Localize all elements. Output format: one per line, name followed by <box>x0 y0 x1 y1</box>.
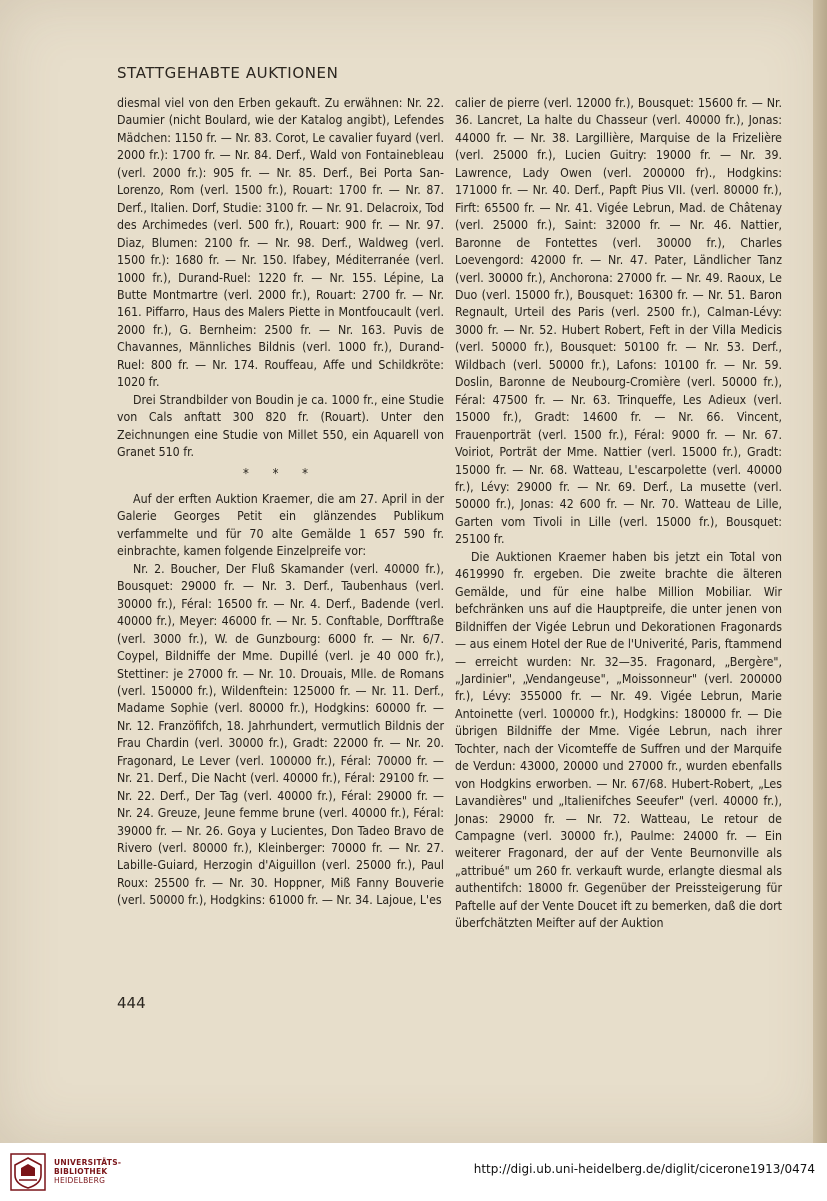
paragraph: calier de pierre (verl. 12000 fr.), Bousquet: 15600 fr. — Nr. 36. Lancret, La halte du Chasseur (verl. 40000 fr.), Jonas: 44000 fr. — Nr. 38. Largillière, Marquise de la Frizelière (verl. 25000 fr.), Lucien Guitry: 19000 fr. — Nr. 39. Lawrence, Lady Owen (verl. 200000 fr)., Hodgkins: 171000 fr. — Nr. 40. Derf., Papft Pius VII. (verl. 80000 fr.), Firft: 65500 fr. — Nr. 41. Vigée Lebrun, Mad. de Châtenay (verl. 25000 fr.), Saint: 32000 fr. — Nr. 46. Nattier, Baronne de Fontettes (verl. 30000 fr.), Charles Loevengord: 42000 fr. — Nr. 47. Pater, Ländlicher Tanz (verl. 30000 fr.), Anchorona: 27000 fr. — Nr. 49. Raoux, Le Duo (verl. 15000 fr.), Bousquet: 16300 fr. — Nr. 51. Baron Regnault, Urteil des Paris (verl. 2500 fr.), Calman-Lévy: 3000 fr. — Nr. 52. Hubert Robert, Feft in der Villa Medicis (verl. 50000 fr.), Bousquet: 50100 fr. — Nr. 53. Derf., Wildbach (verl. 50000 fr.), Lafons: 10100 fr. — Nr. 59. Doslin, Baronne de Neubourg-Cromière (verl. 50000 fr.), Féral: 47500 fr. — Nr. 63. Trinqueffe, Les Adieux (verl. 15000 fr.), Gradt: 14600 fr. — Nr. 66. Vincent, Frauenporträt (verl. 1500 fr.), Féral: 9000 fr. — Nr. 67. Voiriot, Porträt der Mme. Nattier (verl. 15000 fr.), Gradt: 15000 fr. — Nr. 68. Watteau, L'escarpolette (verl. 40000 fr.), Lévy: 29000 fr. — Nr. 69. Derf., La musette (verl. 50000 fr.), Jonas: 42 600 fr. — Nr. 70. Watteau de Lille, Garten vom Tivoli in Lille (verl. 15000 fr.), Bousquet: 25100 fr. <box>455 96 782 547</box>
institution-line: BIBLIOTHEK <box>54 1167 108 1176</box>
left-column <box>117 95 444 910</box>
right-column <box>455 95 782 933</box>
running-head: STATTGEHABTE AUKTIONEN <box>117 64 339 82</box>
page-edge <box>813 0 827 1143</box>
paragraph: Die Auktionen Kraemer haben bis jetzt ein Total von 4619990 fr. ergeben. Die zweite brachte die älteren Gemälde, und für eine halbe Million Mobiliar. Wir befchränken uns auf die Hauptpreife, die unter jenen von Bildniffen der Vigée Lebrun und Dekorationen Fragonards — aus einem Hotel der Rue de l'Univerité, Paris, ftammend — erreicht wurden: Nr. 32—35. Fragonard, „Bergère", „Jardinier", „Vendangeuse", „Moissonneur" (verl. 200000 fr.), Lévy: 355000 fr. — Nr. 49. Vigée Lebrun, Marie Antoinette (verl. 100000 fr.), Hodgkins: 180000 fr. — Die übrigen Bildniffe der Mme. Vigée Lebrun, nach ihrer Tochter, nach der Vicomteffe de Suffren und der Marquife de Verdun: 43000, 20000 und 27000 fr., wurden ebenfalls von Hodgkins erworben. — Nr. 67/68. Hubert-Robert, „Les Lavandières" und „Italienifches Seeufer" (verl. 40000 fr.), Jonas: 29000 fr. — Nr. 72. Watteau, Le retour de Campagne (verl. 30000 fr.), Paulme: 24000 fr. — Ein weiterer Fragonard, der auf der Vente Beurnonville als „attribué" um 260 fr. verkauft wurde, erlangte diesmal als authentifch: 18000 fr. Gegenüber der Preissteigerung für Paftelle auf der Vente Doucet ift zu bemerken, daß die dort überfchätzten Meifter auf der Auktion <box>455 549 782 931</box>
footer-bar <box>0 1143 827 1201</box>
paragraph: diesmal viel von den Erben gekauft. Zu erwähnen: Nr. 22. Daumier (nicht Boulard, wie der Katalog angibt), Lefendes Mädchen: 1150 fr. — Nr. 83. Corot, Le cavalier fuyard (verl. 2000 fr.): 1700 fr. — Nr. 84. Derf., Wald von Fontainebleau (verl. 2000 fr.): 905 fr. — Nr. 85. Derf., Bei Porta San-Lorenzo, Rom (verl. 1500 fr.), Rouart: 1700 fr. — Nr. 87. Derf., Italien. Dorf, Studie: 3100 fr. — Nr. 91. Delacroix, Tod des Archimedes (verl. 500 fr.), Rouart: 900 fr. — Nr. 97. Diaz, Blumen: 2100 fr. — Nr. 98. Derf., Waldweg (verl. 1500 fr.): 1680 fr. — Nr. 150. Ifabey, Méditerranée (verl. 1000 fr.), Durand-Ruel: 1220 fr. — Nr. 155. Lépine, La Butte Montmartre (verl. 2000 fr.), Rouart: 2700 fr. — Nr. 161. Piffarro, Haus des Malers Piette in Montfoucault (verl. 2000 fr.), G. Bernheim: 2500 fr. — Nr. 163. Puvis de Chavannes, Männliches Bildnis (verl. 1000 fr.), Durand-Ruel: 800 fr. — Nr. 174. Rouffeau, Affe und Schildkröte: 1020 fr. <box>117 96 444 390</box>
page-number: 444 <box>117 994 146 1012</box>
institution-name <box>54 1158 121 1185</box>
institution-line: UNIVERSITÄTS- <box>54 1158 122 1167</box>
library-seal-icon <box>10 1153 46 1191</box>
paragraph: Auf der erften Auktion Kraemer, die am 27. April in der Galerie Georges Petit ein glänzendes Publikum verfammelte und für 70 alte Gemälde 1 657 590 fr. einbrachte, kamen folgende Einzelpreife vor: <box>117 491 444 559</box>
paragraph: Nr. 2. Boucher, Der Fluß Skamander (verl. 40000 fr.), Bousquet: 29000 fr. — Nr. 3. Derf., Taubenhaus (verl. 30000 fr.), Féral: 16500 fr. — Nr. 4. Derf., Badende (verl. 40000 fr.), Meyer: 46000 fr. — Nr. 5. Conftable, Dorfftraße (verl. 3000 fr.), W. de Gunzbourg: 6000 fr. — Nr. 6/7. Coypel, Bildniffe der Mme. Dupillé (verl. je 40 000 fr.), Stettiner: je 27000 fr. — Nr. 10. Drouais, Mlle. de Romans (verl. 150000 fr.), Wildenftein: 125000 fr. — Nr. 11. Derf., Madame Sophie (verl. 80000 fr.), Hodgkins: 60000 fr. — Nr. 12. Franzöfifch, 18. Jahrhundert, vermutlich Bildnis der Frau Chardin (verl. 30000 fr.), Gradt: 22000 fr. — Nr. 20. Fragonard, Le Lever (verl. 100000 fr.), Féral: 70000 fr. — Nr. 21. Derf., Die Nacht (verl. 40000 fr.), Féral: 29100 fr. — Nr. 22. Derf., Der Tag (verl. 40000 fr.), Féral: 29000 fr. — Nr. 24. Greuze, Jeune femme brune (verl. 40000 fr.), Féral: 39000 fr. — Nr. 26. Goya y Lucientes, Don Tadeo Bravo de Rivero (verl. 80000 fr.), Kleinberger: 70000 fr. — Nr. 27. Labille-Guiard, Herzogin d'Aiguillon (verl. 25000 fr.), Paul Roux: 25500 fr. — Nr. 30. Hoppner, Miß Fanny Bouverie (verl. 50000 fr.), Hodgkins: 61000 fr. — Nr. 34. Lajoue, L'es <box>117 561 444 908</box>
institution-line: HEIDELBERG <box>54 1176 106 1185</box>
permalink-url[interactable]: http://digi.ub.uni-heidelberg.de/diglit/cicerone1913/0474 <box>473 1162 815 1176</box>
paragraph: Drei Strandbilder von Boudin je ca. 1000 fr., eine Studie von Cals anftatt 300 820 fr. (Rouart). Unter den Zeichnungen eine Studie von Millet 550, ein Aquarell von Granet 510 fr. <box>117 392 444 460</box>
section-divider: * * * <box>243 466 318 482</box>
